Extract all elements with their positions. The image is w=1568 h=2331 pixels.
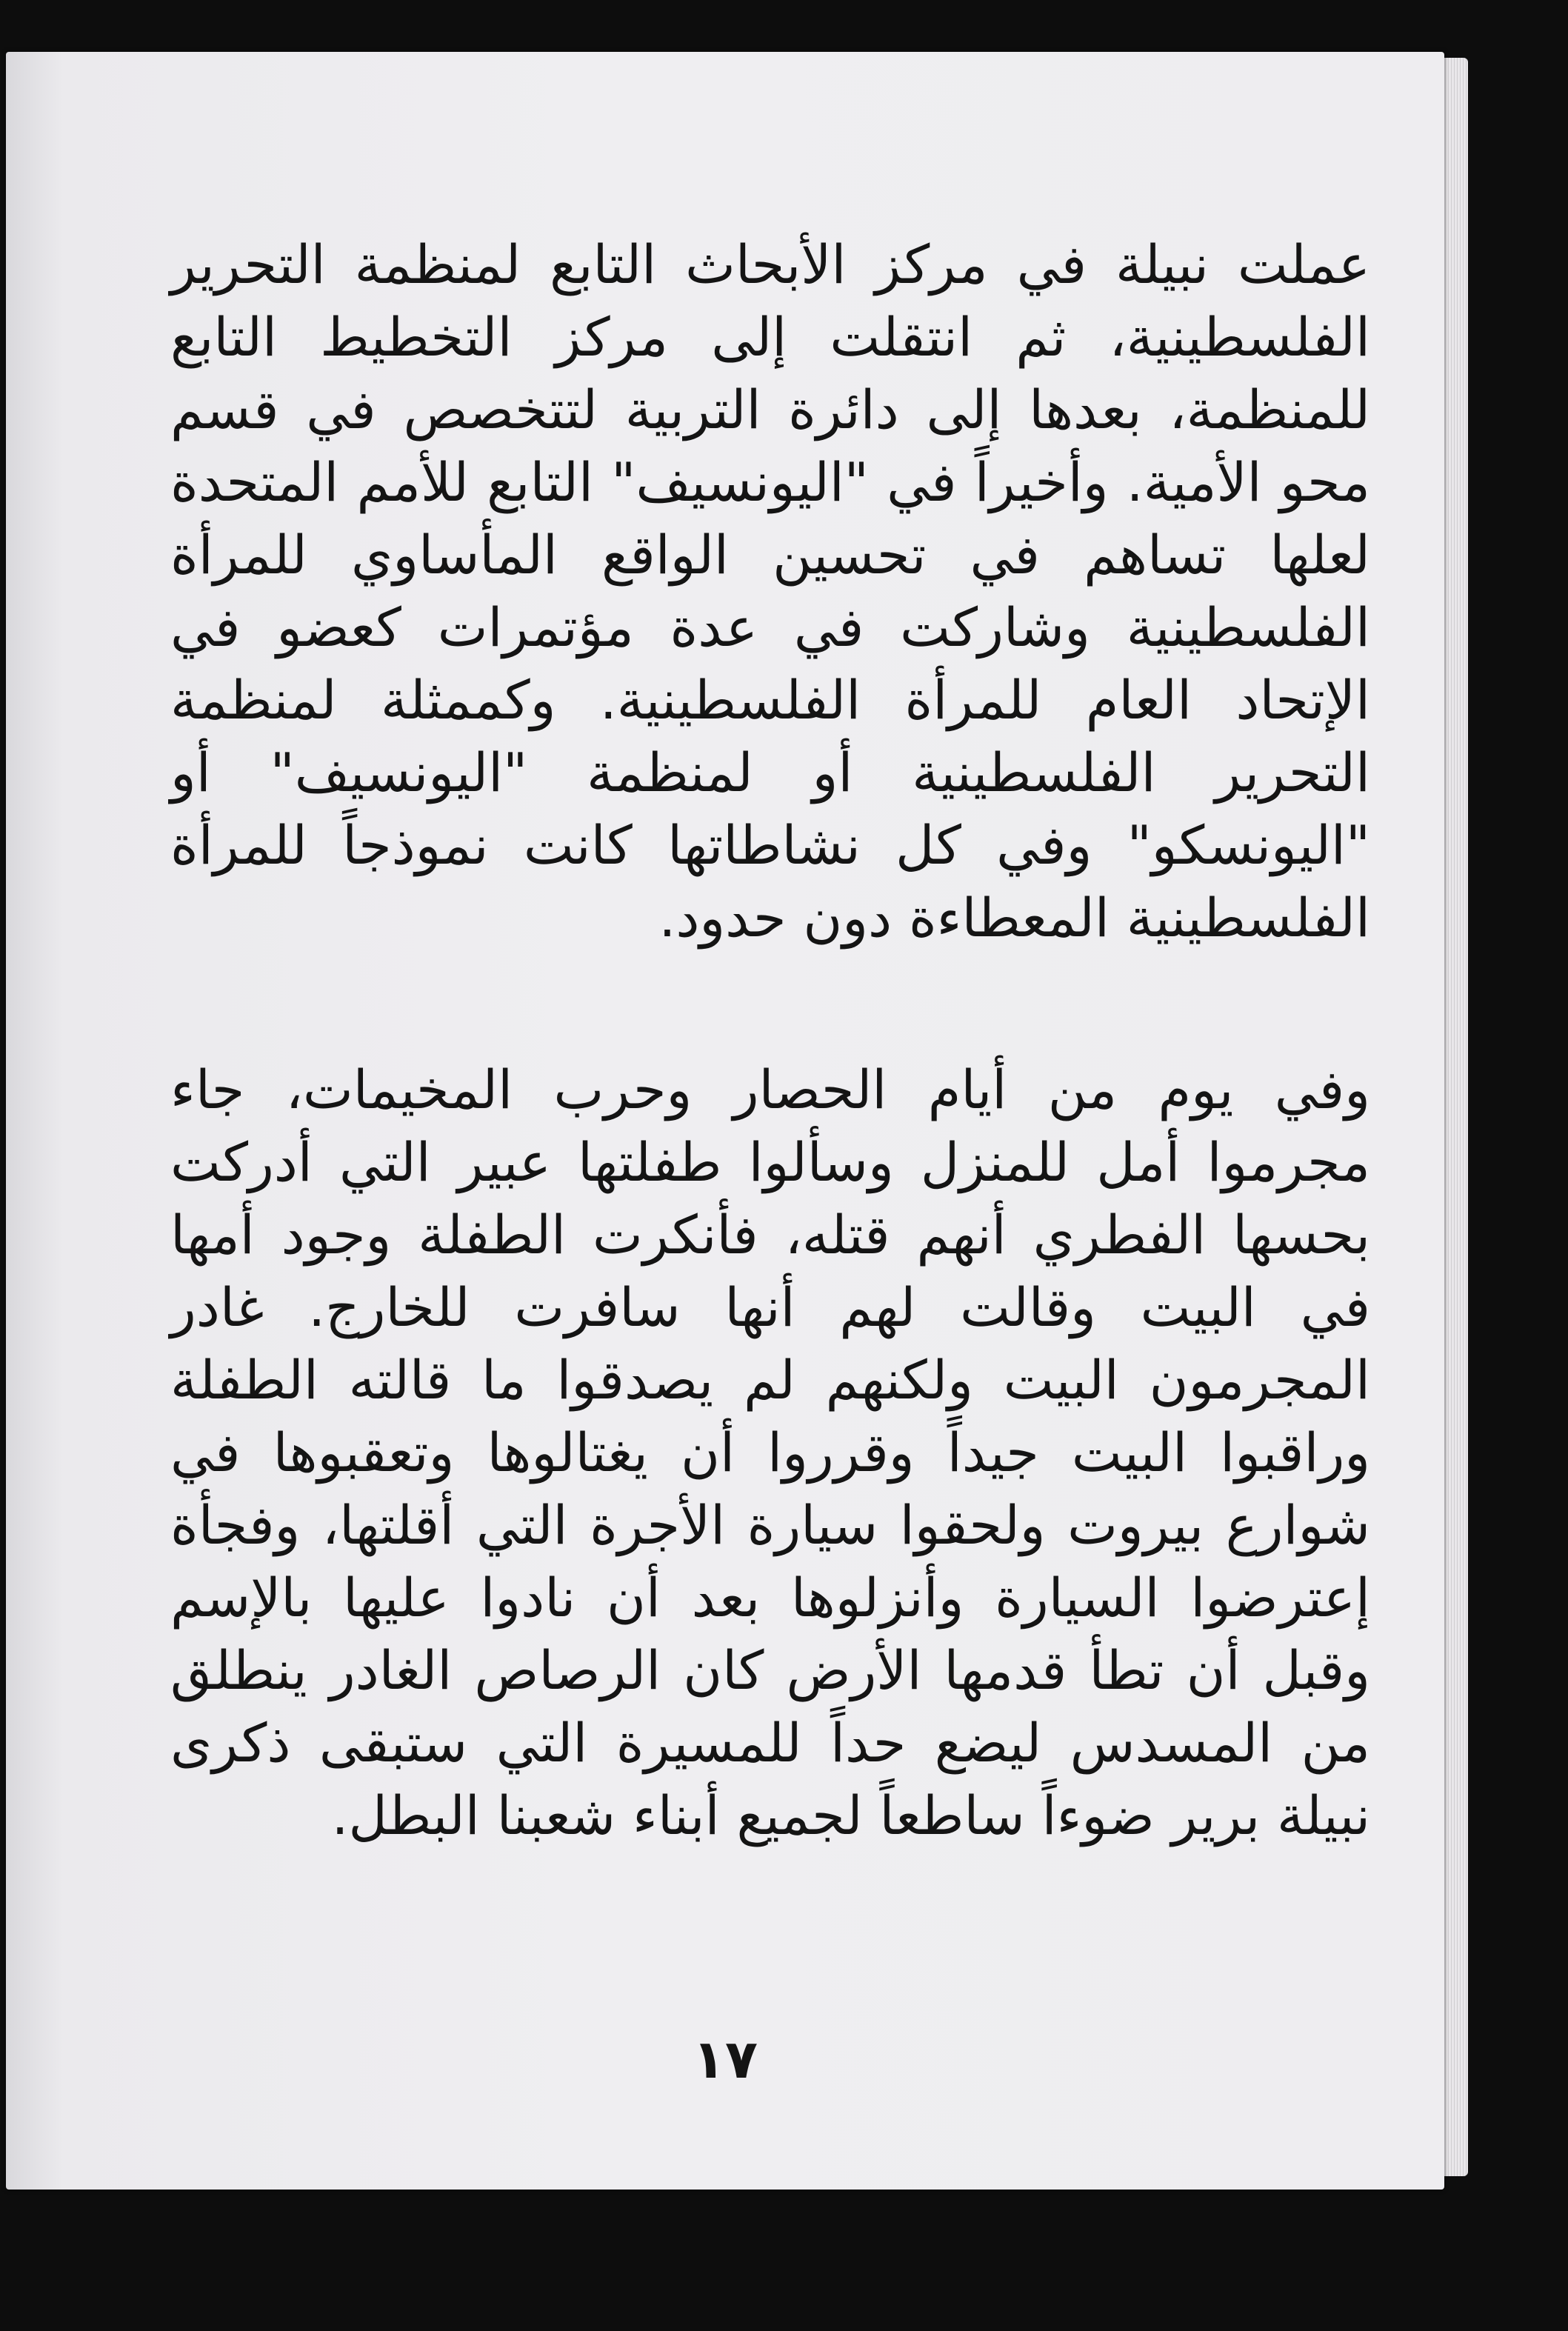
book-page: [6, 52, 1444, 2190]
paragraph-biography: عملت نبيلة في مركز الأبحاث التابع لمنظمة التحرير الفلسطينية، ثم انتقلت إلى مركز التخطيط التابع للمنظمة، بعدها إلى دائرة التربية لتتخصص في قسم محو الأمية. وأخيراً في "اليونسيف" التابع للأمم المتحدة لعلها تساهم في تحسين الواقع المأساوي للمرأة الفلسطينية وشاركت في عدة مؤتمرات كعضو في الإتحاد العام للمرأة الفلسطينية. وكممثلة لمنظمة التحرير الفلسطينية أو لمنظمة "اليونسيف" أو "اليونسكو" وفي كل نشاطاتها كانت نموذجاً للمرأة الفلسطينية المعطاءة دون حدود.: [170, 233, 1370, 949]
paragraph-assassination: وفي يوم من أيام الحصار وحرب المخيمات، جاء مجرموا أمل للمنزل وسألوا طفلتها عبير التي أدركت بحسها الفطري أنهم قتله، فأنكرت الطفلة وجود أمها في البيت وقالت لهم أنها سافرت للخارج. غادر المجرمون البيت ولكنهم لم يصدقوا ما قالته الطفلة وراقبوا البيت جيداً وقرروا أن يغتالوها وتعقبوها في شوارع بيروت ولحقوا سيارة الأجرة التي أقلتها، وفجأة إعترضوا السيارة وأنزلوها بعد أن نادوا عليها بالإسم وقبل أن تطأ قدمها الأرض كان الرصاص الغادر ينطلق من المسدس ليضع حداً للمسيرة التي ستبقى ذكرى نبيلة برير ضوءاً ساطعاً لجميع أبناء شعبنا البطل.: [170, 1058, 1370, 1847]
page-number: ١٧: [693, 2028, 758, 2090]
